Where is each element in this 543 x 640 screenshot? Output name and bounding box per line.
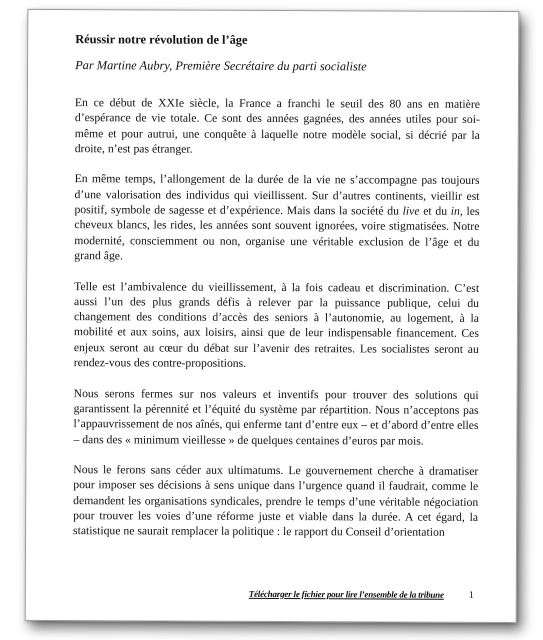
page-footer xyxy=(26,588,480,604)
paragraph-5 xyxy=(73,462,478,540)
paragraph-3 xyxy=(74,279,479,373)
document-page xyxy=(25,9,520,623)
document-content xyxy=(73,32,480,556)
paragraph-text: Telle est l’ambivalence du vieillissement, à la fois cadeau et discrimination. C’est aussi l’un des plus grands défis à relever par la puissance publique, celui du changement des conditions d’accès des seniors à l’autonomie, au logement, à la mobilité et aux soins, aux loisirs, ainsi que de leur indispensable financement. Ces enjeux seront au cœur du débat sur l’avenir des retraites. Les socialistes seront au rendez-vous des contre-propositions. xyxy=(73,279,480,370)
paragraph-text: Nous le ferons sans céder aux ultimatums. Le gouvernement cherche à dramatiser pour imposer ses décisions à sens unique dans l’urgence quand il faudrait, comme le demandent les organisations syndicales, prendre le temps d’une véritable négociation pour trouver les voies d’une réforme juste et viable dans la durée. A cet égard, la statistique ne saurait remplacer la politique : le rapport du Conseil d’orientation xyxy=(73,463,479,540)
paragraph-4 xyxy=(73,386,478,449)
paragraph-text: Nous serons fermes sur nos valeurs et inventifs pour trouver des solutions qui garantissent la pérennité et l’équité du système par répartition. Nous n’acceptons pas l’appauvrissement de nos aînés, qui enferme tant d’entre eux – et d’abord d’entre elles – dans des « minimum vieillesse » de quelques centaines d’euros par mois. xyxy=(73,386,479,448)
download-tribune-link[interactable]: Télécharger le fichier pour lire l’ensemble de la tribune xyxy=(248,588,444,600)
emphasis-in: in xyxy=(450,204,460,218)
paragraph-2 xyxy=(74,172,479,266)
paragraph-text: En même temps, l’allongement de la durée de la vie ne s’accompagne pas toujours d’une valorisation des individus qui vieillissent. Sur d’autres continents, vieillir est positif, symbole de sagesse et d’expérience. Mais dans la société du xyxy=(74,172,480,218)
paragraph-1 xyxy=(75,95,480,158)
paragraph-text: et du xyxy=(419,204,451,218)
emphasis-live: live xyxy=(402,204,420,218)
document-title: Réussir notre révolution de l’âge xyxy=(75,32,248,47)
document-byline: Par Martine Aubry, Première Secrétaire du parti socialiste xyxy=(75,58,367,74)
paragraph-text: , les cheveux blancs, les rides, les années sont souvent ignorées, voire stigmatisées. Notre modernité, consciemment ou non, organise une véritable exclusion de l’âge et du grand âge. xyxy=(74,204,480,263)
page-number: 1 xyxy=(468,589,474,601)
paragraph-text: En ce début de XXIe siècle, la France a franchi le seuil des 80 ans en matière d’espérance de vie totale. Ce sont des années gagnées, des années utiles pour soi-même et pour autrui, une conquête à laquelle notre modèle social, si décrié par la droite, n’est pas étranger. xyxy=(74,96,480,156)
